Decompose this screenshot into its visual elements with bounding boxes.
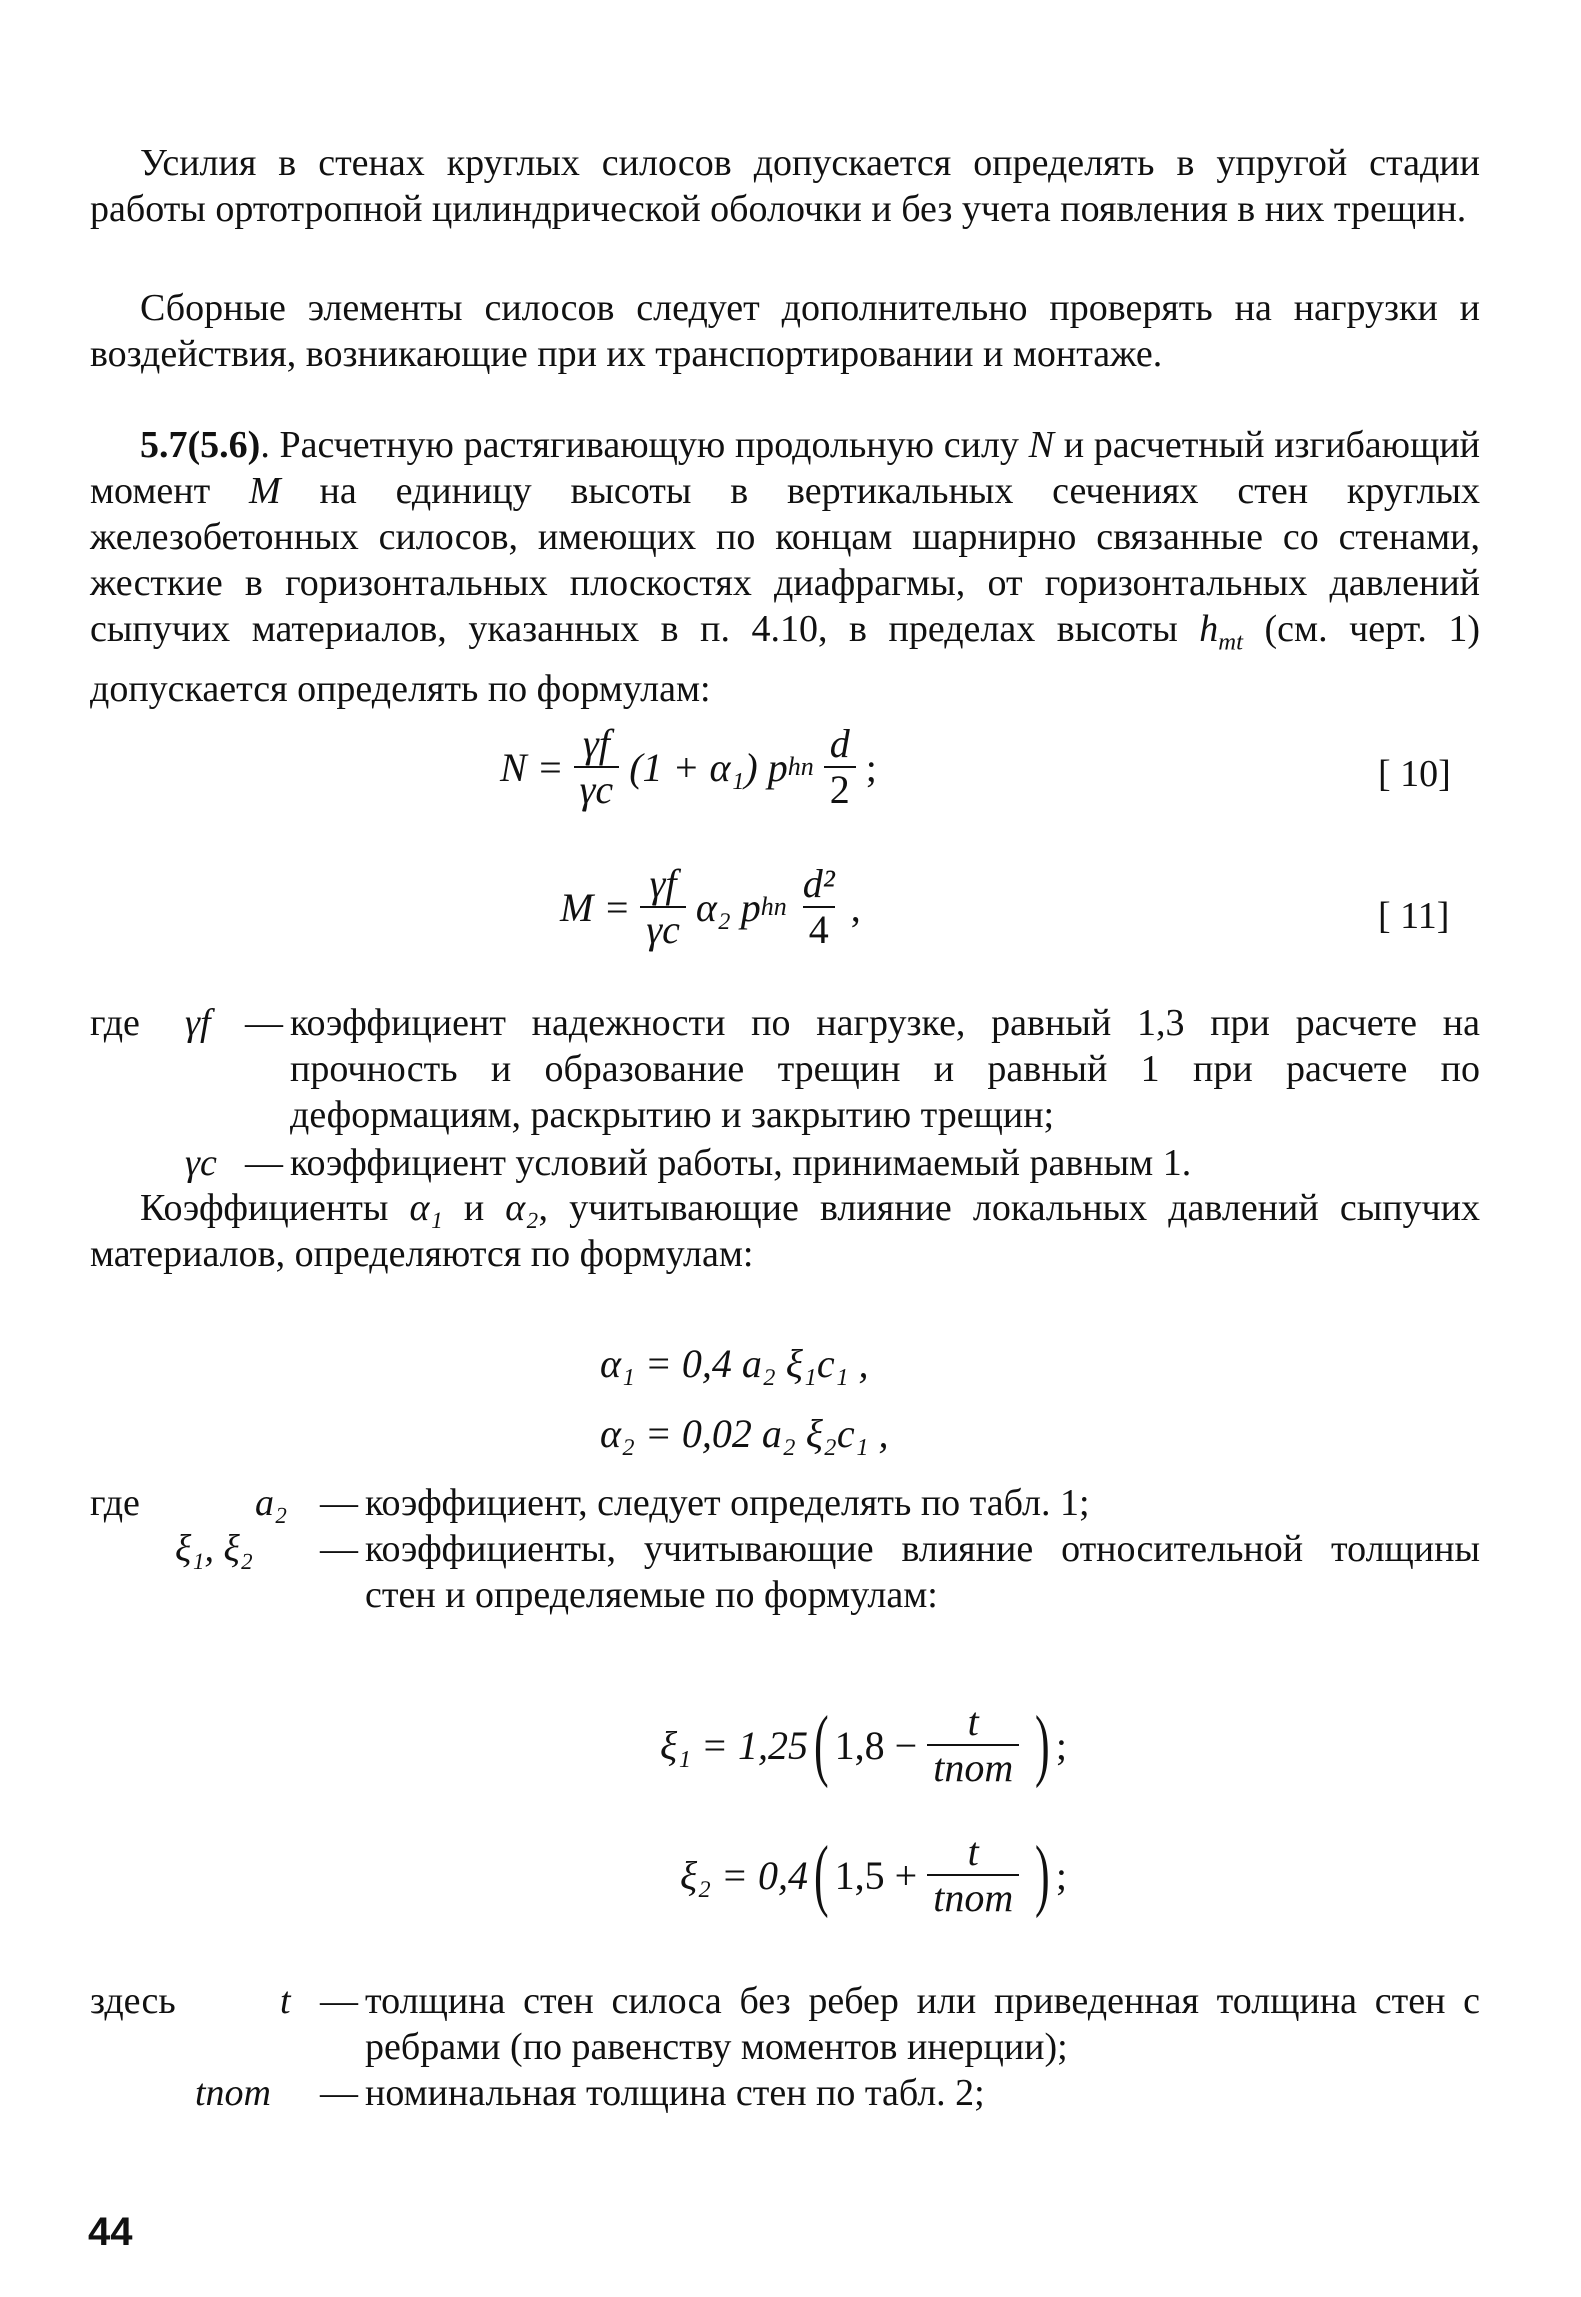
fraction-t-tnom: $\frac{t}{\text{tnom}}$ — [927, 1700, 1019, 1790]
term-gamma-c: γc — [185, 1142, 217, 1184]
clause-number: 5.7(5.6) — [140, 424, 261, 466]
fraction-gamma: $\frac{\gamma f}{\gamma c}$ — [574, 722, 620, 812]
paragraph-forces: Усилия в стенах круглых силосов допускается определять в упругой стадии работы ортотропной цилиндрической оболочки и без учета появления в них трещин. — [90, 142, 1480, 230]
definition-gamma-f: где γf — коэффициент надежности по нагрузке, равный 1,3 при расчете на прочность и образование трещин и равный 1 при расчете по деформациям, раскрытию и закрытию трещин; — [90, 1002, 1480, 1136]
definition-tnom: tnom — номинальная толщина стен по табл. 2; — [195, 2072, 985, 2114]
page-number: 44 — [88, 2210, 133, 2254]
definition-t: здесь t — толщина стен силоса без ребер или приведенная толщина стен с ребрами (по равенству моментов инерции); — [90, 1980, 1480, 2068]
paragraph-alpha-coeffs: Коэффициенты α₁ и α₂, учитывающие влияние локальных давлений сыпучих материалов, определяются по формулам: — [90, 1187, 1481, 1275]
fraction-gamma: $\frac{\gamma f}{\gamma c}$ — [640, 862, 686, 952]
definition-gamma-c: γc — коэффициент условий работы, принимаемый равным 1. — [185, 1142, 1192, 1184]
paragraph-precast: Сборные элементы силосов следует дополнительно проверять на нагрузки и воздействия, возникающие при их транспортировании и монтаже. — [90, 287, 1480, 375]
equation-number-10: [ 10] — [1378, 753, 1451, 795]
term-a2: a₂ — [255, 1482, 288, 1524]
fraction-t-tnom: $\frac{t}{\text{tnom}}$ — [927, 1830, 1019, 1920]
definition-xi: ξ₁, ξ₂ — коэффициенты, учитывающие влияние относительной толщины стен и определяемые по формулам: — [175, 1528, 1480, 1616]
paragraph-clause-5-7: 5.7(5.6). Расчетную растягивающую продольную силу N и расчетный изгибающий момент M на единицу высоты в вертикальных сечениях стен круглых железобетонных силосов, имеющих по концам шарнирно связанные со стенами, жесткие в горизонтальных плоскостях диафрагмы, от горизонтальных давлений сыпучих материалов, указанных в п. 4.10, в пределах высоты $h_{mt}$ (см. черт. 1) допускается определять по формулам: — [90, 424, 1480, 710]
formula-11: M = $\frac{\gamma f}{\gamma c}$ α₂ p h n $\frac{\text{d²}}{4}$ , — [560, 861, 861, 952]
formula-10: N = $\frac{\gamma f}{\gamma c}$ (1 + α₁) p h n $\frac{d}{2}$ ; — [500, 721, 877, 812]
fraction-d2: $\frac{\text{d²}}{4}$ — [802, 861, 835, 952]
term-t: t — [280, 1980, 291, 2022]
formula-xi2: ξ₂ = 0,4 ( 1,5 + $\frac{t}{\text{tnom}}$ ) ; — [680, 1829, 1067, 1920]
formula-xi1: ξ₁ = 1,25 ( 1,8 − $\frac{t}{\text{tnom}}$ ) ; — [660, 1699, 1067, 1790]
formula-alpha2: α₂ = 0,02 a₂ ξ₂c₁ , — [600, 1411, 889, 1456]
term-tnom: tnom — [195, 2072, 271, 2114]
term-xi: ξ₁, ξ₂ — [175, 1528, 253, 1570]
term-gamma-f: γf — [185, 1002, 211, 1044]
definition-a2: где a₂ — коэффициент, следует определять по табл. 1; — [90, 1482, 1090, 1524]
equation-number-11: [ 11] — [1378, 895, 1450, 937]
formula-alpha1: α₁ = 0,4 a₂ ξ₁c₁ , — [600, 1341, 869, 1386]
fraction-d: $\frac{d}{2}$ — [824, 722, 856, 812]
